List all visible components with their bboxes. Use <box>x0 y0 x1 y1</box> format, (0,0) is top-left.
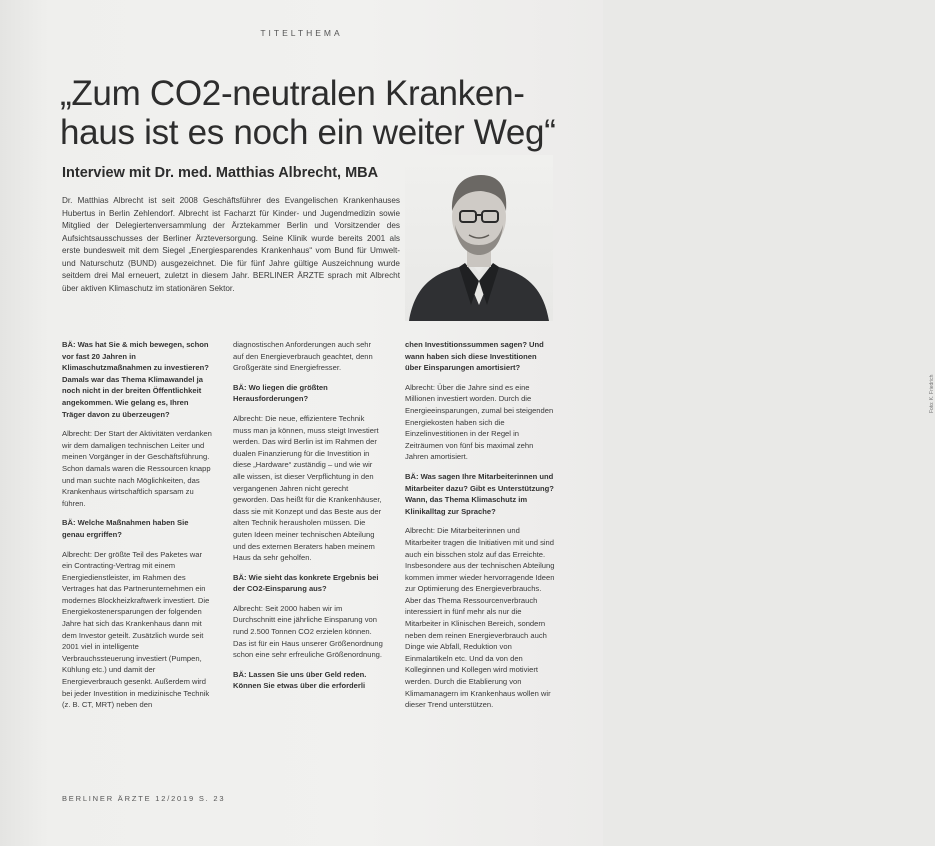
answer: Albrecht: Der Start der Aktivitäten verdanken wir dem damaligen technischen Leiter und meinen Vorgänger in der Geschäftsführung. Schon damals waren die Ressourcen knapp und man suchte nach Möglichkeiten, das Krankenhaus wirtschaftlich sparsam zu führen. <box>62 429 212 508</box>
answer-continued: diagnostischen Anforderungen auch sehr auf den Energieverbrauch geachtet, denn Großgeräte sind Energiefresser. <box>233 340 373 373</box>
question: BÄ: Was sagen Ihre Mitarbeiterinnen und Mitarbeiter dazu? Gibt es Unterstützung? Wann, das Thema Klimaschutz im Klinikalltag zur Sprache? <box>405 471 554 516</box>
section-kicker: TITELTHEMA <box>260 28 343 38</box>
intro-paragraph: Dr. Matthias Albrecht ist seit 2008 Geschäftsführer des Evangelischen Krankenhauses Hubertus in Berlin Zehlendorf. Albrecht ist Facharzt für Kinder- und Jugendmedizin sowie Mitglied der Delegiertenversammlung der Ärztekammer Berlin und Vorsitzender des Aufsichtsausschusses der Berliner Ärzteversorgung. Seine Klinik wurde bereits 2001 als erste bundesweit mit dem Siegel „Energiesparendes Krankenhaus“ vom Bund für Umwelt- und Naturschutz (BUND) ausgezeichnet. Die für fünf Jahre gültige Auszeichnung wurde seitdem drei Mal erneuert, zuletzt in diesem Jahr. BERLINER ÄRZTE sprach mit Albrecht über aktiven Klimaschutz im stationären Sektor. <box>62 196 400 293</box>
answer: Albrecht: Seit 2000 haben wir im Durchschnitt eine jährliche Einsparung von rund 2.500 Tonnen CO2 erzielen können. Das ist für ein Haus unserer Größenordnung schon eine sehr erfreuliche Größenordnung. <box>233 603 383 660</box>
answer: Albrecht: Der größte Teil des Paketes war ein Contracting-Vertrag mit einem Energiedienstleister, im Rahmen des Vertrages hat das Partnerunternehmen ein modernes Blockheizkraftwerk investiert. Die Energiekostenersparungen der folgenden Jahre hat sich das Krankenhaus dann mit dem Investor geteilt. Zusätzlich wurde seit 2001 viel in intelligente Verbrauchssteuerung investiert (Pumpen, Kühlung etc.) und damit der Energieverbrauch gesenkt. Außerdem wird bei jeder Investition in medizinische Technik (z. B. CT, MRT) neben den <box>62 549 210 710</box>
photo-credit: Foto: K. Friedrich <box>929 374 935 413</box>
question: BÄ: Was hat Sie & mich bewegen, schon vor fast 20 Jahren in Klimaschutzmaßnahmen zu investieren? Damals war das Thema Klimawandel ja noch nicht in der breiten Öffentlichkeit angekommen. Wie gelang es, Ihren Träger davon zu überzeugen? <box>62 340 209 419</box>
headline-line-2: haus ist es noch ein weiter Weg“ <box>60 113 556 152</box>
answer: Albrecht: Die Mitarbeiterinnen und Mitarbeiter tragen die Initiativen mit und sind auch ein bisschen stolz auf das Erreichte. Insbesondere aus der technischen Abteilung kommen immer wieder hervorragende Ideen zur Optimierung des Energieverbrauchs. Aber das Thema Ressourcenverbrauch interessiert in fünf mehr als nur die Mitarbeiter in Klinischen Bereich, sondern neben dem reinen Energieverbrauch auch Dinge wie Abfall, Reduktion von Einmalartikeln etc. Und da von den Kolleginnen und Kollegen wird motiviert werden. Durch die Etablierung von Klimamanagern im Krankenhaus wollen wir dieser Trend unterstützen. <box>405 526 555 710</box>
headline-line-1: „Zum CO2-neutralen Kranken- <box>60 74 525 113</box>
question: BÄ: Wo liegen die größten Herausforderungen? <box>233 382 328 404</box>
page-footer: BERLINER ÄRZTE 12/2019 S. 23 <box>62 794 226 803</box>
answer: Albrecht: Über die Jahre sind es eine Millionen investiert worden. Durch die Energieeinsparungen, zumal bei steigenden Energiekosten haben sich die Einzelinvestitionen in der Regel in Zeiträumen von fünf bis maximal zehn Jahren amortisiert. <box>405 382 554 462</box>
headline <box>60 74 570 152</box>
text-column-3 <box>405 339 555 719</box>
question: BÄ: Lassen Sie uns über Geld reden. Können Sie etwas über die erforderli <box>233 669 367 691</box>
portrait-illustration <box>405 155 553 321</box>
question-continued: chen Investitionssummen sagen? Und wann haben sich diese Investitionen über Einsparungen amortisiert? <box>405 340 544 373</box>
question: BÄ: Welche Maßnahmen haben Sie genau ergriffen? <box>62 518 189 539</box>
subheadline: Interview mit Dr. med. Matthias Albrecht, MBA <box>62 165 379 181</box>
question: BÄ: Wie sieht das konkrete Ergebnis bei der CO2-Einsparung aus? <box>233 572 379 594</box>
text-column-2 <box>233 339 383 700</box>
answer: Albrecht: Die neue, effizientere Technik muss man ja können, muss steigt Investiert werden. Das wird Berlin ist im Rahmen der dualen Finanzierung für die Investition in diese „Hardware“ zuständig – und wie wir alle wissen, ist dieser Verpflichtung in den vergangenen Jahren nicht gerecht geworden. Das heißt für die Krankenhäuser, dass sie mit Konzept und das Beste aus der alten Technik herausholen müssen. Die guten Ideen meiner technischen Abteilung und des externen Beraters haben meinem Haus da sehr geholfen. <box>233 413 382 563</box>
text-column-1 <box>62 339 212 719</box>
